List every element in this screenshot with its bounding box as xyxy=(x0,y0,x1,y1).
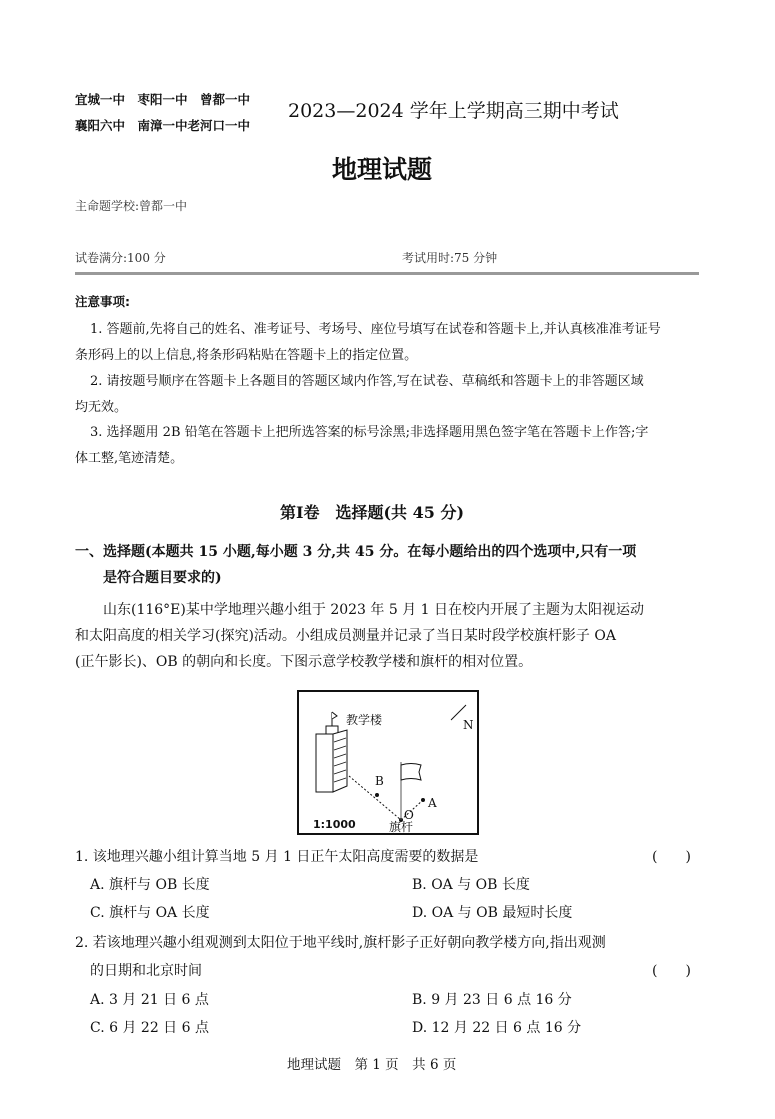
q1-option-a: A. 旗杆与 OB 长度 xyxy=(90,877,210,893)
section-title: 第Ⅰ卷 选择题(共 45 分) xyxy=(280,503,465,522)
q2-option-b: B. 9 月 23 日 6 点 16 分 xyxy=(412,992,572,1008)
north-label: N xyxy=(463,718,474,732)
q1-option-d: D. OA 与 OB 最短时长度 xyxy=(412,905,573,921)
question-2-stem: 2. 若该地理兴趣小组观测到太阳位于地平线时,旗杆影子正好朝向教学楼方向,指出观测 xyxy=(75,935,606,951)
duration: 考试用时:75 分钟 xyxy=(402,251,498,265)
subject-title: 地理试题 xyxy=(332,155,433,184)
point-b xyxy=(375,793,379,797)
q1-option-c: C. 旗杆与 OA 长度 xyxy=(90,905,210,921)
passage-line-3: (正午影长)、OB 的朝向和长度。下图示意学校教学楼和旗杆的相对位置。 xyxy=(75,654,533,670)
note-1: 1. 答题前,先将自己的姓名、准考证号、考场号、座位号填写在试卷和答题卡上,并认真核准准考证号 xyxy=(90,322,661,337)
q2-option-d: D. 12 月 22 日 6 点 16 分 xyxy=(412,1020,582,1036)
passage-line-2: 和太阳高度的相关学习(探究)活动。小组成员测量并记录了当日某时段学校旗杆影子 OA xyxy=(75,628,616,644)
q1-option-b: B. OA 与 OB 长度 xyxy=(412,877,530,893)
flag-icon xyxy=(401,764,421,781)
section-intro: 一、选择题(本题共 15 小题,每小题 3 分,共 45 分。在每小题给出的四个选项中,只有一项 xyxy=(75,544,637,560)
point-o-label: O xyxy=(404,808,414,822)
full-score: 试卷满分:100 分 xyxy=(75,251,166,265)
divider xyxy=(75,272,699,275)
q2-option-c: C. 6 月 22 日 6 点 xyxy=(90,1020,209,1036)
point-a-label: A xyxy=(428,796,437,810)
passage-line-1: 山东(116°E)某中学地理兴趣小组于 2023 年 5 月 1 日在校内开展了主题为太阳视运动 xyxy=(103,602,645,618)
note-3-cont: 体工整,笔迹清楚。 xyxy=(75,451,184,466)
exam-title: 2023—2024 学年上学期高三期中考试 xyxy=(288,100,619,122)
point-a xyxy=(421,798,425,802)
question-1-stem: 1. 该地理兴趣小组计算当地 5 月 1 日正午太阳高度需要的数据是 xyxy=(75,849,479,865)
question-1-answer-bracket: ( ) xyxy=(652,849,691,865)
building-label: 教学楼 xyxy=(346,713,383,727)
schoolyard-figure xyxy=(297,690,479,835)
note-1-cont: 条形码上的以上信息,将条形码粘贴在答题卡上的指定位置。 xyxy=(75,348,418,363)
note-3: 3. 选择题用 2B 铅笔在答题卡上把所选答案的标号涂黑;非选择题用黑色签字笔在答题卡上作答;字 xyxy=(90,425,649,440)
point-b-label: B xyxy=(375,774,384,788)
note-2-cont: 均无效。 xyxy=(75,400,128,415)
schools-line-2: 襄阳六中 南漳一中老河口一中 xyxy=(75,118,251,133)
question-2-stem-cont: 的日期和北京时间 xyxy=(90,963,202,979)
page-footer: 地理试题 第 1 页 共 6 页 xyxy=(287,1057,457,1073)
section-intro-cont: 是符合题目要求的) xyxy=(103,570,222,586)
building-icon xyxy=(316,712,347,792)
setter-school: 主命题学校:曾都一中 xyxy=(75,199,188,213)
scale-label: 1:1000 xyxy=(313,818,356,831)
schools-line-1: 宜城一中 枣阳一中 曾都一中 xyxy=(75,92,251,107)
question-2-answer-bracket: ( ) xyxy=(652,963,691,979)
flagpole-label: 旗杆 xyxy=(389,820,414,834)
note-2: 2. 请按题号顺序在答题卡上各题目的答题区域内作答,写在试卷、草稿纸和答题卡上的非答题区域 xyxy=(90,374,644,389)
q2-option-a: A. 3 月 21 日 6 点 xyxy=(90,992,209,1008)
figure-drawing xyxy=(299,692,477,833)
notes-heading: 注意事项: xyxy=(75,294,130,309)
